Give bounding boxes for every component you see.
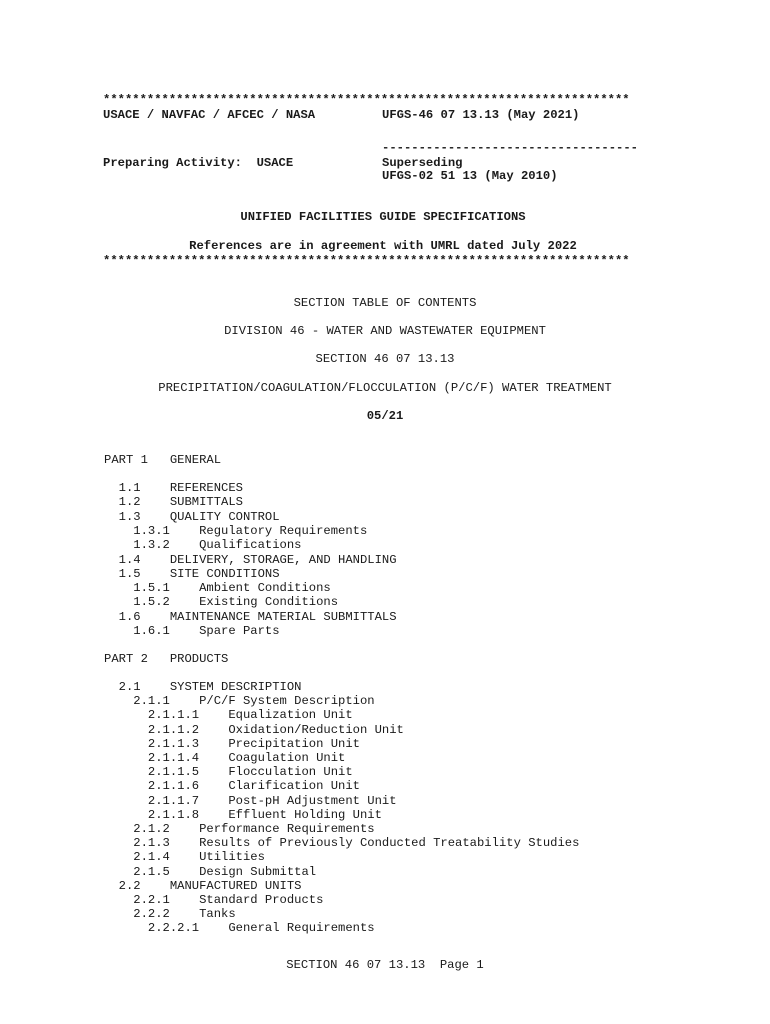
toc-entry: 1.6 MAINTENANCE MATERIAL SUBMITTALS — [104, 609, 397, 624]
header-stars-bottom: ************************************************************************ — [103, 254, 630, 268]
toc-entry: 1.5.1 Ambient Conditions — [104, 581, 331, 596]
agencies-label: USACE / NAVFAC / AFCEC / NASA — [103, 108, 316, 122]
toc-entry: 1.3.2 Qualifications — [104, 538, 302, 553]
toc-entry: 2.2.2 Tanks — [104, 907, 236, 922]
toc-entry: 2.1.1.8 Effluent Holding Unit — [104, 807, 382, 822]
toc-entry: 2.1.1.5 Flocculation Unit — [104, 765, 353, 780]
toc-entry: 1.2 SUBMITTALS — [104, 495, 243, 510]
division-title: DIVISION 46 - WATER AND WASTEWATER EQUIPMENT — [224, 324, 546, 338]
toc-part-2: PART 2 PRODUCTS — [104, 652, 229, 666]
toc-entry: 2.1.1.6 Clarification Unit — [104, 779, 360, 794]
header-stars-top: ************************************************************************ — [103, 93, 630, 107]
toc-entry: 1.4 DELIVERY, STORAGE, AND HANDLING — [104, 552, 397, 567]
toc-entry: 2.1.5 Design Submittal — [104, 864, 317, 879]
section-number: SECTION 46 07 13.13 — [315, 352, 455, 366]
toc-entry: 2.2 MANUFACTURED UNITS — [104, 878, 302, 893]
toc-entry: 2.1.3 Results of Previously Conducted Treatability Studies — [104, 836, 580, 851]
toc-entry: 2.2.2.1 General Requirements — [104, 921, 375, 936]
toc-entry: 1.6.1 Spare Parts — [104, 624, 280, 638]
toc-entry: 2.1.1.1 Equalization Unit — [104, 708, 353, 723]
toc-entry: 2.1.1.7 Post-pH Adjustment Unit — [104, 793, 397, 808]
section-name: PRECIPITATION/COAGULATION/FLOCCULATION (P/C/F) WATER TREATMENT — [158, 381, 612, 395]
toc-entry: 2.1.1.4 Coagulation Unit — [104, 751, 346, 765]
section-date: 05/21 — [366, 409, 404, 423]
toc-entry: 1.5.2 Existing Conditions — [104, 595, 339, 610]
toc-entry: 1.3.1 Regulatory Requirements — [104, 523, 368, 538]
toc-entry: 2.1 SYSTEM DESCRIPTION — [104, 680, 302, 694]
toc-entry: 1.3 QUALITY CONTROL — [104, 509, 280, 524]
toc-entry: 2.2.1 Standard Products — [104, 893, 324, 907]
header-rule: ----------------------------------- — [382, 141, 638, 155]
toc-entry: 1.5 SITE CONDITIONS — [104, 566, 280, 581]
toc-entry: 1.1 REFERENCES — [104, 481, 243, 495]
toc-entry: 2.1.1.3 Precipitation Unit — [104, 736, 360, 751]
toc-entry: 2.1.1 P/C/F System Description — [104, 694, 375, 709]
references-note: References are in agreement with UMRL dated July 2022 — [189, 239, 577, 253]
page-footer: SECTION 46 07 13.13 Page 1 — [286, 958, 484, 972]
toc-entry: 2.1.4 Utilities — [104, 850, 265, 865]
toc-entry: 2.1.1.2 Oxidation/Reduction Unit — [104, 722, 404, 737]
superseding-label: Superseding — [382, 156, 463, 170]
ufgs-number: UFGS-46 07 13.13 (May 2021) — [382, 108, 580, 122]
toc-entry: 2.1.2 Performance Requirements — [104, 822, 375, 836]
preparing-activity: Preparing Activity: USACE — [103, 156, 294, 170]
superseded-ufgs: UFGS-02 51 13 (May 2010) — [382, 169, 558, 183]
toc-part-1: PART 1 GENERAL — [104, 453, 222, 467]
guide-title: UNIFIED FACILITIES GUIDE SPECIFICATIONS — [240, 210, 526, 224]
toc-title: SECTION TABLE OF CONTENTS — [293, 296, 477, 310]
